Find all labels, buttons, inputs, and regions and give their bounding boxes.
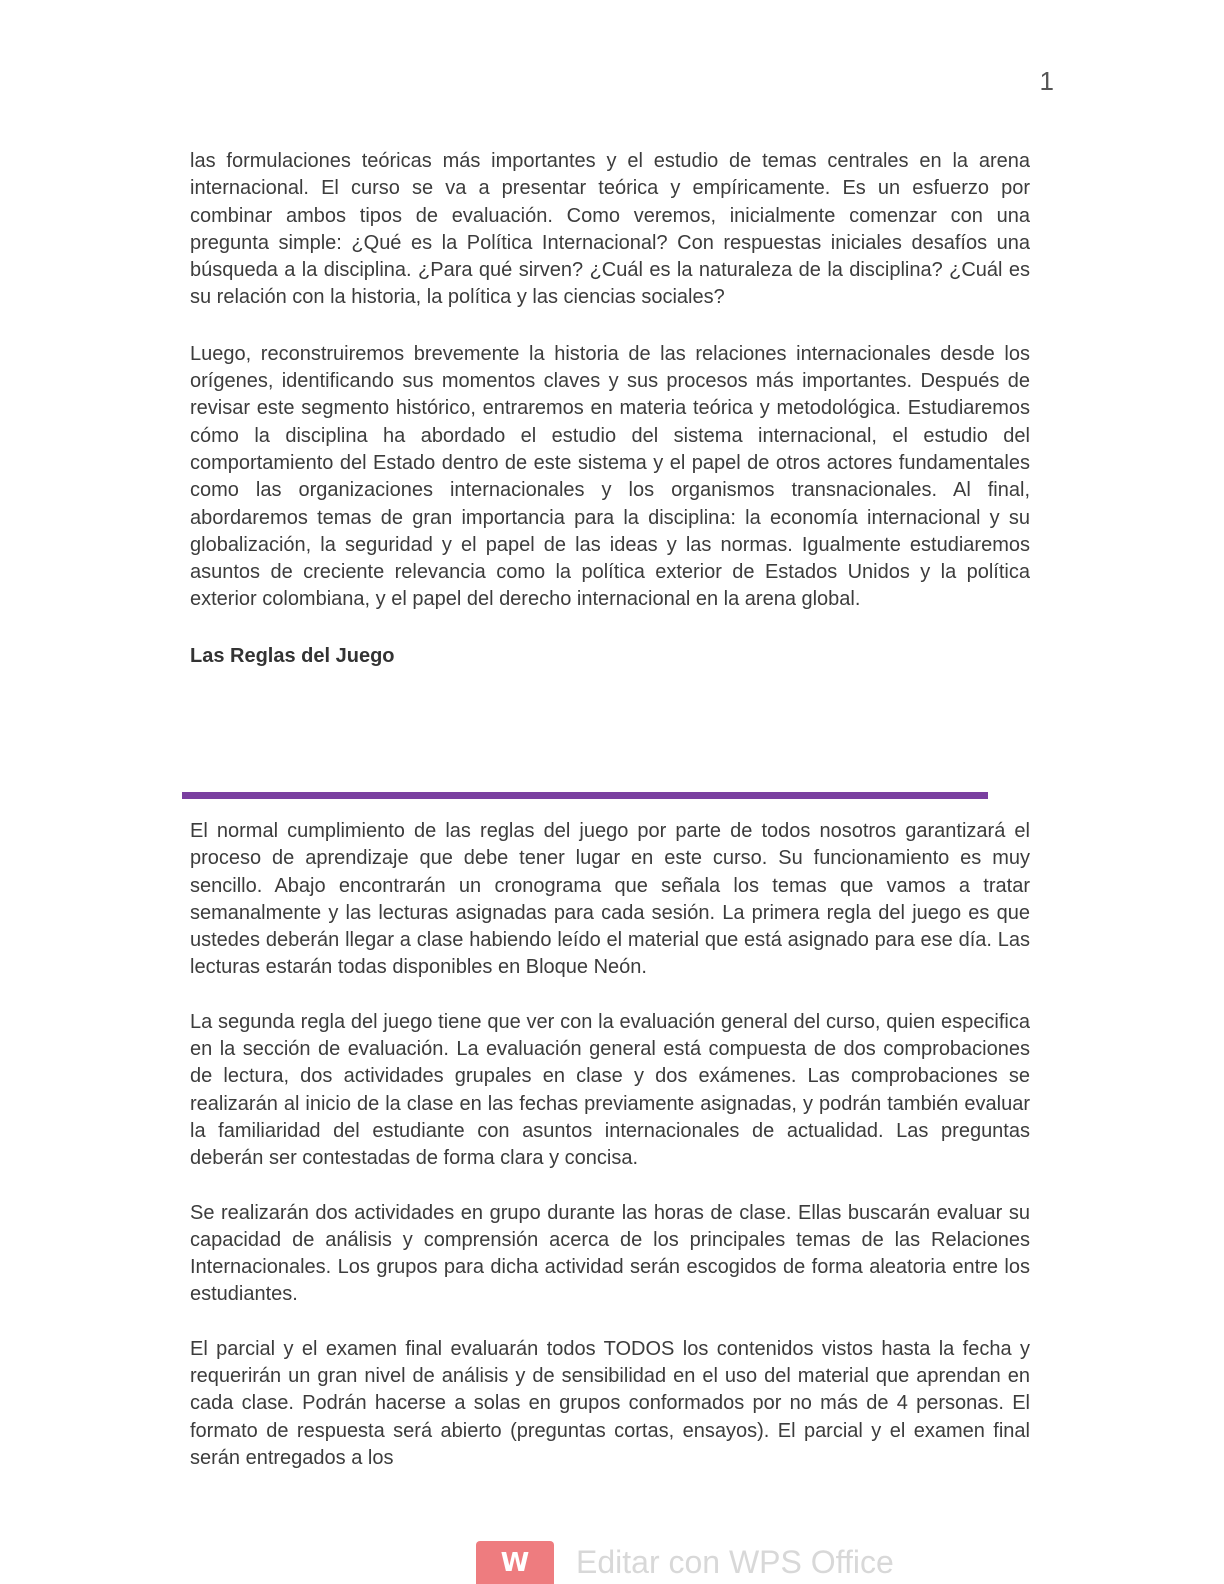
section-heading: Las Reglas del Juego	[190, 644, 395, 667]
section-divider	[182, 792, 988, 799]
page-number: 1	[1039, 66, 1054, 96]
watermark-text: Editar con WPS Office	[576, 1544, 894, 1580]
body-paragraph: La segunda regla del juego tiene que ver con la evaluación general del curso, quien especifica en la sección de evaluación. La evaluación general está compuesta de dos comprobaciones de lectura, dos actividades grupales en clase y dos exámenes. Las comprobaciones se realizarán al inicio de la clase en las fechas previamente asignadas, y podrán también evaluar la familiaridad del estudiante con asuntos internacionales de actualidad. Las preguntas deberán ser contestadas de forma clara y concisa.	[190, 1010, 1030, 1170]
body-paragraph: El normal cumplimiento de las reglas del juego por parte de todos nosotros garantizará el proceso de aprendizaje que debe tener lugar en este curso. Su funcionamiento es muy sencillo. Abajo encontrarán un cronograma que señala los temas que vamos a tratar semanalmente y las lecturas asignadas para cada sesión. La primera regla del juego es que ustedes deberán llegar a clase habiendo leído el material que está asignado para ese día. Las lecturas estarán todas disponibles en Bloque Neón.	[190, 820, 1030, 979]
body-paragraph: las formulaciones teóricas más importantes y el estudio de temas centrales en la arena internacional. El curso se va a presentar teórica y empíricamente. Es un esfuerzo por combinar ambos tipos de evaluación. Como veremos, inicialmente comenzar con una pregunta simple: ¿Qué es la Política Internacional? Con respuestas iniciales desafíos una búsqueda a la disciplina. ¿Para qué sirven? ¿Cuál es la naturaleza de la disciplina? ¿Cuál es su relación con la historia, la política y las ciencias sociales?	[190, 150, 1030, 309]
body-paragraph: El parcial y el examen final evaluarán todos TODOS los contenidos vistos hasta la fecha y requerirán un gran nivel de análisis y de sensibilidad en el uso del material que aprendan en cada clase. Podrán hacerse a solas en grupos conformados por no más de 4 personas. El formato de respuesta será abierto (preguntas cortas, ensayos). El parcial y el examen final serán entregados a los	[190, 1337, 1030, 1469]
wps-watermark	[476, 1541, 894, 1584]
body-paragraph: Luego, reconstruiremos brevemente la historia de las relaciones internacionales desde los orígenes, identificando sus momentos claves y sus procesos más importantes. Después de revisar este segmento histórico, entraremos en materia teórica y metodológica. Estudiaremos cómo la disciplina ha abordado el estudio del sistema internacional, el estudio del comportamiento del Estado dentro de este sistema y el papel de otros actores fundamentales como las organizaciones internacionales y los organismos transnacionales. Al final, abordaremos temas de gran importancia para la disciplina: la economía internacional y su globalización, la seguridad y el papel de las ideas y las normas. Igualmente estudiaremos asuntos de creciente relevancia como la política exterior de Estados Unidos y la política exterior colombiana, y el papel del derecho internacional en la arena global.	[190, 342, 1030, 611]
body-paragraph: Se realizarán dos actividades en grupo durante las horas de clase. Ellas buscarán evaluar su capacidad de análisis y comprensión acerca de los principales temas de las Relaciones Internacionales. Los grupos para dicha actividad serán escogidos de forma aleatoria entre los estudiantes.	[190, 1201, 1030, 1306]
document-body-bottom	[190, 818, 1030, 1472]
wps-logo-icon: W	[476, 1541, 554, 1584]
document-body-top	[190, 148, 1030, 670]
